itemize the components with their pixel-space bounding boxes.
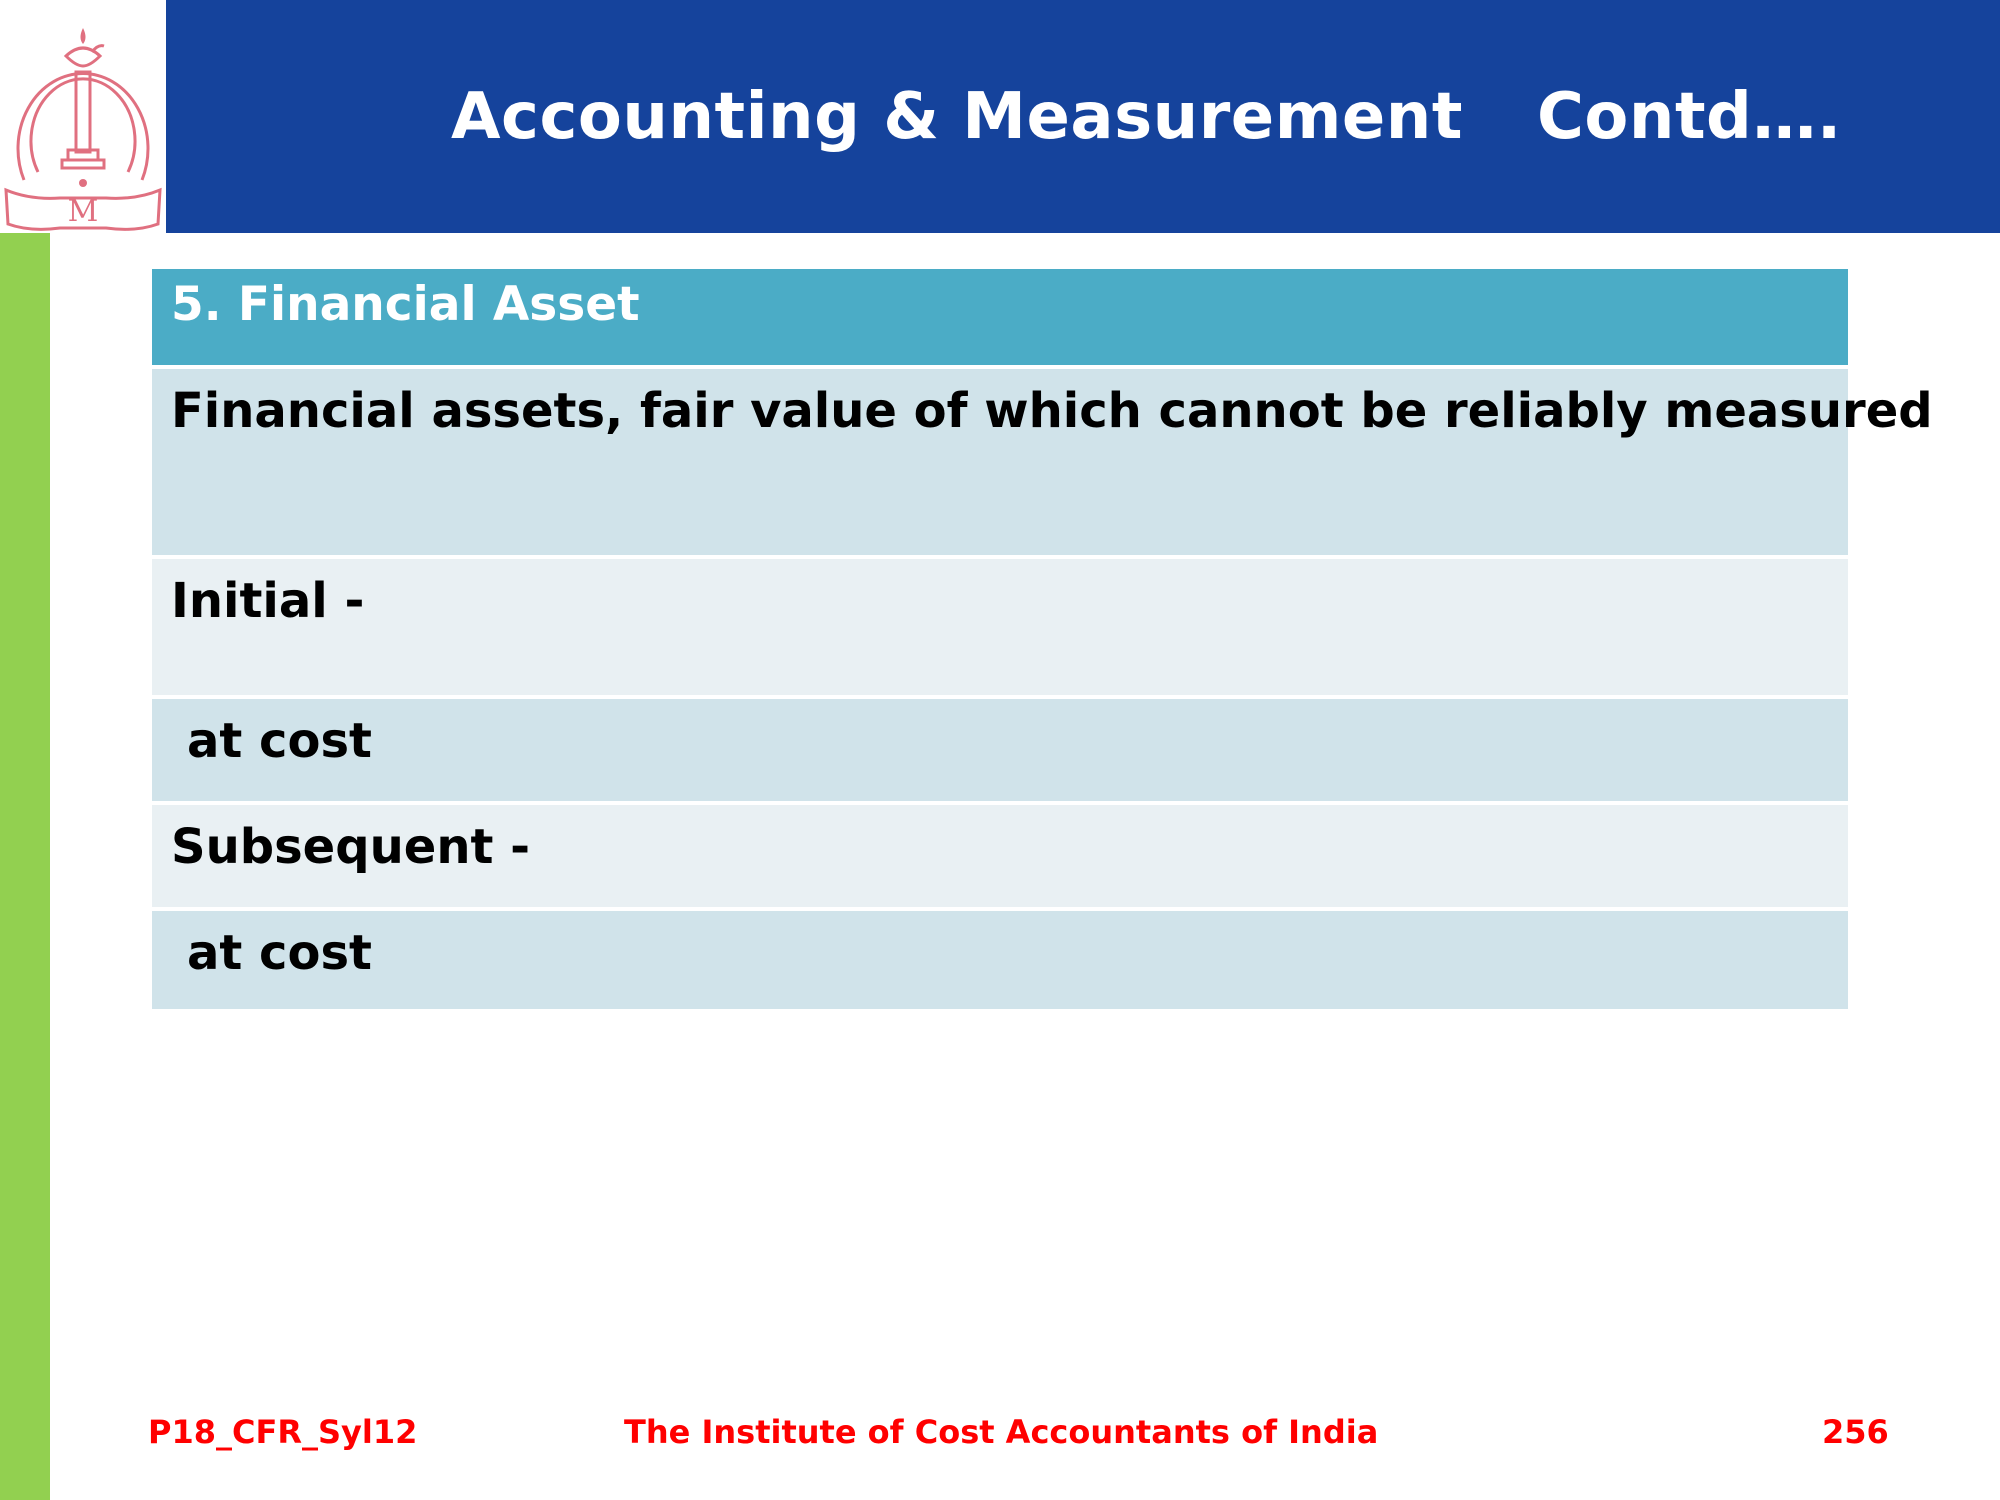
row-text: at cost — [187, 925, 372, 981]
row-text: at cost — [187, 713, 372, 769]
institute-seal-icon — [0, 0, 166, 233]
row-text: Subsequent - — [171, 819, 531, 875]
table-row — [152, 699, 1848, 805]
accent-side-bar — [0, 233, 50, 1500]
footer-institute-name: The Institute of Cost Accountants of India — [624, 1413, 1379, 1451]
table-row — [152, 559, 1848, 699]
slide-title — [451, 72, 1842, 162]
row-text: Financial assets, fair value of which cannot be reliably measured — [171, 383, 1933, 439]
title-main: Accounting & Measurement — [451, 80, 1463, 154]
financial-asset-table — [152, 269, 1933, 1013]
seal-monogram: M — [67, 194, 99, 229]
table-row — [152, 911, 1848, 1013]
row-text: Initial - — [171, 573, 365, 629]
footer-page-number: 256 — [1822, 1413, 1889, 1451]
table-row — [152, 369, 1933, 559]
table-row — [152, 805, 1848, 911]
footer-course-code: P18_CFR_Syl12 — [148, 1413, 418, 1451]
institute-logo — [0, 0, 166, 233]
table-heading: 5. Financial Asset — [152, 269, 1848, 369]
title-contd: Contd…. — [1536, 80, 1842, 154]
